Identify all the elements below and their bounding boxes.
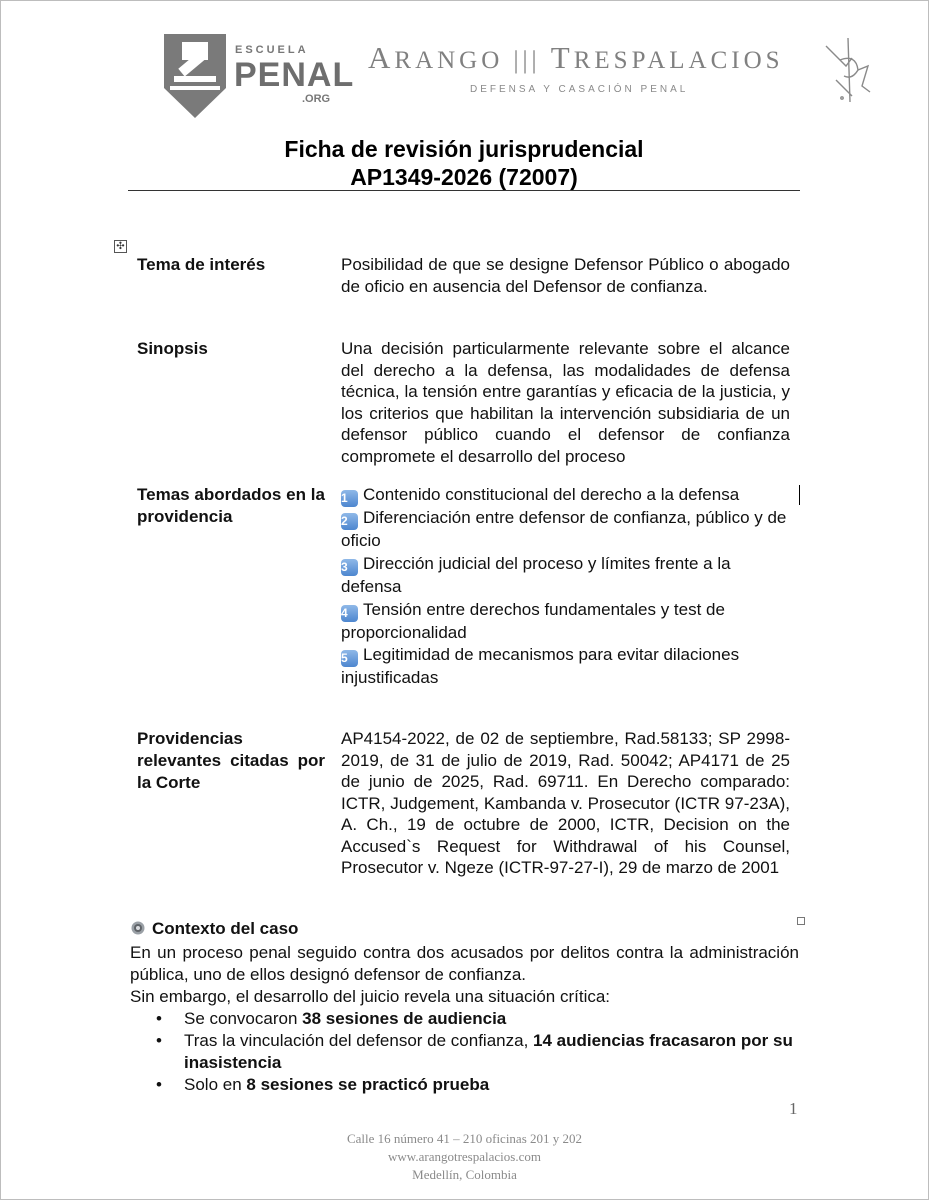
escuela-penal-logo xyxy=(162,32,355,122)
footer-address: Calle 16 número 41 – 210 oficinas 201 y 202 xyxy=(346,1131,583,1146)
signature-icon xyxy=(822,36,874,106)
firm-subtitle: DEFENSA Y CASACIÓN PENAL xyxy=(470,84,689,95)
bullet-dot: • xyxy=(156,1075,162,1094)
contexto-paragraph: En un proceso penal seguido contra dos acusados por delitos contra la administración pública, uno de ellos designó defensor de confianza. xyxy=(130,943,799,984)
bullet-bold-text: 38 sesiones de audiencia xyxy=(302,1009,507,1028)
keycap-number-icon: 4 xyxy=(341,605,358,622)
footer-city: Medellín, Colombia xyxy=(412,1167,517,1182)
keycap-number-icon: 5 xyxy=(341,650,358,667)
bullet-bold-text: 8 sesiones se practicó prueba xyxy=(246,1075,490,1094)
tema-item xyxy=(341,644,790,690)
document-title: Ficha de revisión jurisprudencial xyxy=(284,136,644,162)
bullet-text: Tras la vinculación del defensor de confianza, xyxy=(184,1031,534,1050)
logo-escuela-text: ESCUELA xyxy=(235,44,309,56)
gavel-shield-icon xyxy=(162,32,228,120)
bullet-item xyxy=(130,1030,810,1074)
tema-text: Dirección judicial del proceso y límites frente a la defensa xyxy=(341,553,731,596)
bullet-bold-text: 14 audiencias fracasaron por su inasistencia xyxy=(184,1031,793,1072)
tema-text: Diferenciación entre defensor de confianza, público y de oficio xyxy=(341,508,787,550)
text-cursor xyxy=(799,485,800,505)
tema-item xyxy=(341,484,790,507)
firm-initial-a: A xyxy=(368,40,395,75)
footer-website[interactable]: www.arangotrespalacios.com xyxy=(388,1149,541,1164)
bullet-text: Se convocaron xyxy=(184,1009,303,1028)
tema-item xyxy=(341,507,790,553)
tema-text: Legitimidad de mecanismos para evitar dilaciones injustificadas xyxy=(341,645,740,688)
tema-text: Tensión entre derechos fundamentales y test de proporcionalidad xyxy=(341,599,725,642)
firm-initial-t: T xyxy=(550,40,574,75)
value-sinopsis: Una decisión particularmente relevante sobre el alcance del derecho a la defensa, las modalidades de defensa técnica, la tensión entre garantías y eficacia de la justicia, y los criterios que habilitan la intervención subsidiaria de un defensor público cuando el defensor de confianza compromete el desarrollo del proceso xyxy=(341,339,790,466)
keycap-number-icon: 1 xyxy=(341,490,358,507)
value-tema: Posibilidad de que se designe Defensor Público o abogado de oficio en ausencia del Defensor de confianza. xyxy=(341,255,790,296)
tema-item xyxy=(341,599,790,645)
table-move-handle-icon[interactable]: ✣ xyxy=(114,240,127,253)
contexto-bullets xyxy=(130,1008,810,1096)
firm-name-part-2: RESPALACIOS xyxy=(573,47,784,74)
title-divider xyxy=(128,190,800,191)
gear-icon xyxy=(130,920,146,936)
logo-penal-text: PENAL xyxy=(234,56,355,94)
tema-item xyxy=(341,553,790,599)
document-reference: AP1349-2026 (72007) xyxy=(350,164,578,190)
bullet-dot: • xyxy=(156,1031,162,1050)
firm-name xyxy=(368,40,784,76)
bullet-dot: • xyxy=(156,1009,162,1028)
temas-list xyxy=(341,484,790,690)
label-sinopsis: Sinopsis xyxy=(137,339,208,358)
anchor-box-icon[interactable] xyxy=(797,917,805,925)
page-number: 1 xyxy=(789,1099,798,1118)
value-providencias: AP4154-2022, de 02 de septiembre, Rad.58133; SP 2998- 2019, de 31 de julio de 2019, Rad. 50042; AP4171 de 25 de junio de 2025, Rad. 69711. En Derecho comparado: ICTR, Judgement, Kambanda v. Prosecutor (ICTR 97-23A), A. Ch., 19 de octubre de 2000, ICTR, Decision on the Accused`s Request for Withdrawal of his Counsel, Prosecutor v. Ngeze (ICTR-97-27-I), 29 de marzo de 2001 xyxy=(341,729,790,877)
keycap-number-icon: 2 xyxy=(341,513,358,530)
keycap-number-icon: 3 xyxy=(341,559,358,576)
bullet-item xyxy=(130,1008,810,1030)
label-tema: Tema de interés xyxy=(137,255,266,274)
bullet-text: Solo en xyxy=(184,1075,247,1094)
firm-name-part-1: RANGO ||| xyxy=(394,47,551,74)
bullet-item xyxy=(130,1074,810,1096)
label-providencias: Providencias relevantes citadas por la Corte xyxy=(137,729,325,792)
label-temas: Temas abordados en la providencia xyxy=(137,485,325,526)
contexto-line: Sin embargo, el desarrollo del juicio revela una situación crítica: xyxy=(130,987,611,1006)
tema-text: Contenido constitucional del derecho a la defensa xyxy=(363,485,740,504)
contexto-heading xyxy=(130,919,298,939)
logo-org-text: .ORG xyxy=(302,93,331,105)
contexto-heading-text: Contexto del caso xyxy=(152,919,299,938)
